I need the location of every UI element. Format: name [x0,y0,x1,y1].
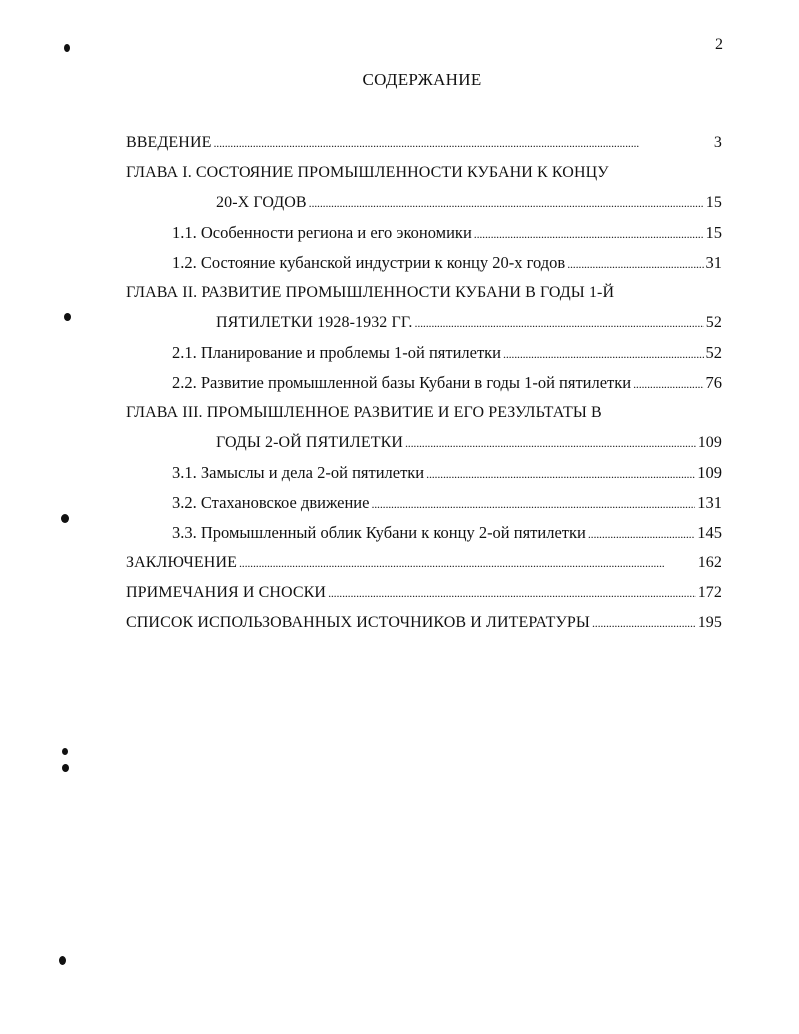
toc-label: 1.2. Состояние кубанской индустрии к концу 20-х годов [172,253,566,272]
binding-hole-mark [62,764,69,772]
toc-entry-2-1[interactable] [126,338,722,368]
toc-label: СПИСОК ИСПОЛЬЗОВАННЫХ ИСТОЧНИКОВ И ЛИТЕРАТУРЫ [126,614,590,631]
toc-entry-3-1[interactable] [126,458,722,488]
dot-leader [371,488,695,519]
toc-entry-chapter-3[interactable] [126,428,722,458]
toc-label: ГЛАВА II. РАЗВИТИЕ ПРОМЫШЛЕННОСТИ КУБАНИ В ГОДЫ 1-Й [126,284,615,301]
dot-leader [567,248,703,279]
binding-hole-mark [62,748,68,755]
binding-hole-mark [64,44,70,52]
toc-label: 2.1. Планирование и проблемы 1-ой пятилетки [172,343,502,362]
dot-leader [426,458,695,489]
toc-entry-chapter-1[interactable] [126,188,722,218]
toc-label: ВВЕДЕНИЕ [126,134,212,151]
toc-label: ГЛАВА I. СОСТОЯНИЕ ПРОМЫШЛЕННОСТИ КУБАНИ К КОНЦУ [126,164,609,181]
toc-page: 15 [705,223,722,242]
dot-leader [415,308,704,338]
toc-entry-intro[interactable] [126,128,722,158]
dot-leader [309,188,704,218]
toc-page: 15 [705,194,722,211]
dot-leader [214,128,712,158]
toc-chapter-3-heading[interactable] [126,398,722,428]
dot-leader [239,548,696,578]
toc-label: ЗАКЛЮЧЕНИЕ [126,554,237,571]
toc-label: ПЯТИЛЕТКИ 1928-1932 ГГ. [216,314,413,331]
toc-entry-notes[interactable] [126,578,722,608]
toc-page: 109 [697,434,722,451]
toc-entry-sources[interactable] [126,608,722,638]
binding-hole-mark [59,956,66,965]
dot-leader [474,218,704,249]
toc-entry-1-2[interactable] [126,248,722,278]
toc-page: 52 [705,314,722,331]
toc-page: 52 [705,343,722,362]
toc-page: 76 [705,373,722,392]
toc-label: 1.1. Особенности региона и его экономики [172,223,472,242]
toc-label: 3.2. Стахановское движение [172,493,370,512]
toc-label: 2.2. Развитие промышленной базы Кубани в годы 1-ой пятилетки [172,373,632,392]
toc-page: 145 [697,523,722,542]
toc-entry-2-2[interactable] [126,368,722,398]
toc-chapter-2-heading[interactable] [126,278,722,308]
toc-entry-3-2[interactable] [126,488,722,518]
page-number: 2 [715,36,723,53]
toc-entry-1-1[interactable] [126,218,722,248]
dot-leader [503,338,703,369]
page-title: СОДЕРЖАНИЕ [362,70,482,89]
dot-leader [588,518,695,549]
table-of-contents [126,128,722,638]
toc-label: 3.1. Замыслы и дела 2-ой пятилетки [172,463,425,482]
toc-page: 3 [713,134,722,151]
toc-page: 195 [697,614,722,631]
toc-page: 131 [697,493,722,512]
binding-hole-mark [61,514,69,523]
dot-leader [405,428,696,458]
toc-chapter-1-heading[interactable] [126,158,722,188]
toc-label: 20-Х ГОДОВ [216,194,307,211]
toc-entry-3-3[interactable] [126,518,722,548]
toc-entry-chapter-2[interactable] [126,308,722,338]
toc-page: 162 [697,554,722,571]
toc-page: 31 [705,253,722,272]
toc-page: 109 [697,463,722,482]
binding-hole-mark [64,313,71,321]
toc-page: 172 [697,584,722,601]
dot-leader [592,608,696,638]
toc-entry-conclusion[interactable] [126,548,722,578]
toc-label: 3.3. Промышленный облик Кубани к концу 2-ой пятилетки [172,523,586,542]
toc-label: ПРИМЕЧАНИЯ И СНОСКИ [126,584,327,601]
dot-leader [633,368,703,399]
toc-label: ГЛАВА III. ПРОМЫШЛЕННОЕ РАЗВИТИЕ И ЕГО РЕЗУЛЬТАТЫ В [126,404,602,421]
toc-label: ГОДЫ 2-ОЙ ПЯТИЛЕТКИ [216,434,403,451]
dot-leader [328,578,696,608]
